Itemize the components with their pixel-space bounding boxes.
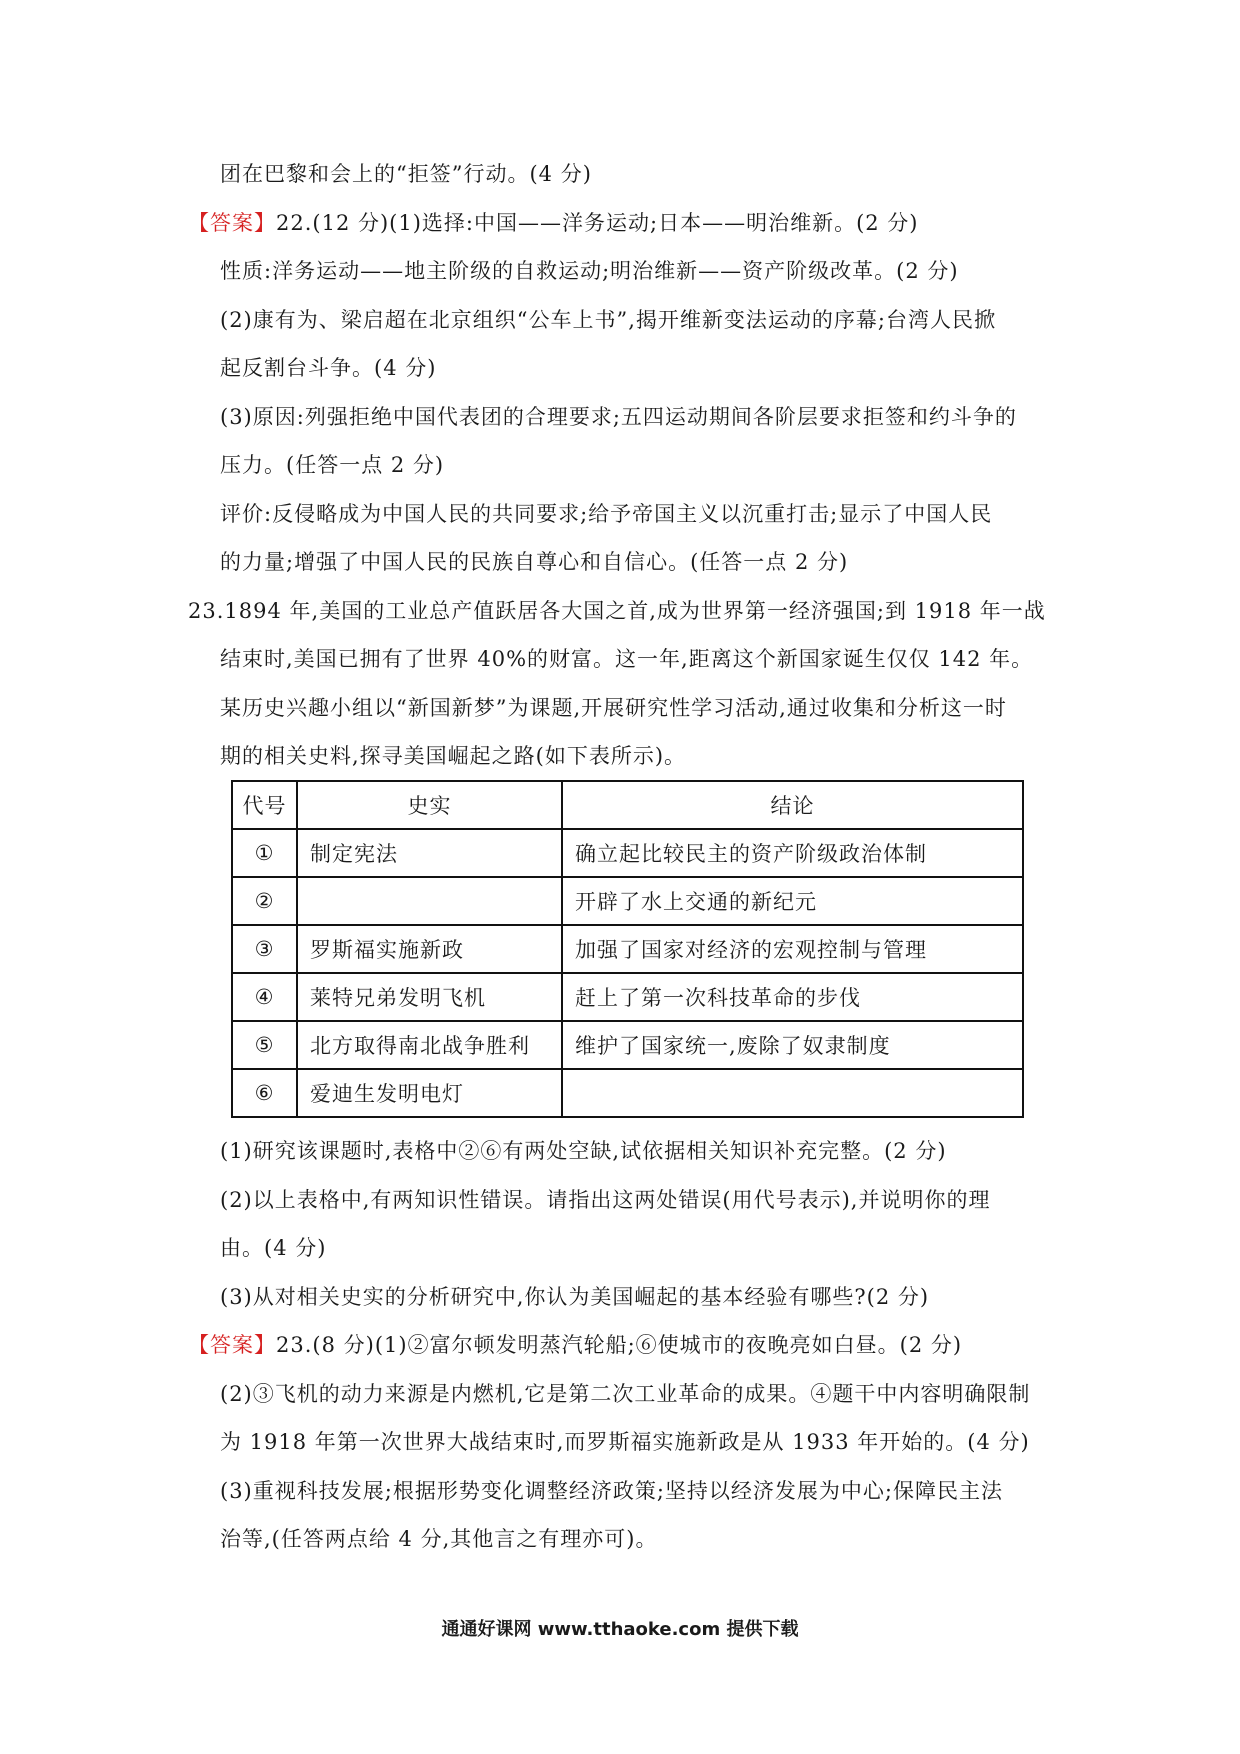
cell-code: ② [232,877,297,925]
table-row [232,829,1023,877]
answer-line: 【答案】23.(8 分)(1)②富尔顿发明蒸汽轮船;⑥使城市的夜晚亮如白昼。(2 分) [188,1333,963,1357]
text-line: 评价:反侵略成为中国人民的共同要求;给予帝国主义以沉重打击;显示了中国人民 [220,502,993,526]
cell-fact: 北方取得南北战争胜利 [297,1021,562,1069]
answer-line: 【答案】22.(12 分)(1)选择:中国——洋务运动;日本——明治维新。(2 分) [188,211,919,235]
question-line: 23.1894 年,美国的工业总产值跃居各大国之首,成为世界第一经济强国;到 1918 年一战 [188,599,1046,623]
cell-conclusion: 维护了国家统一,废除了奴隶制度 [562,1021,1023,1069]
text-line: 结束时,美国已拥有了世界 40%的财富。这一年,距离这个新国家诞生仅仅 142 年。 [220,647,1034,671]
text-line: 的力量;增强了中国人民的民族自尊心和自信心。(任答一点 2 分) [220,550,849,574]
text-line: (3)重视科技发展;根据形势变化调整经济政策;坚持以经济发展为中心;保障民主法 [220,1479,1003,1503]
text-line: 起反割台斗争。(4 分) [220,356,437,380]
page-footer: 通通好课网 www.tthaoke.com 提供下载 [441,1619,799,1640]
table-row [232,925,1023,973]
text-line: 由。(4 分) [220,1236,327,1260]
header-fact: 史实 [297,781,562,829]
text-line: (2)康有为、梁启超在北京组织“公车上书”,揭开维新变法运动的序幕;台湾人民掀 [220,308,996,332]
text-line: 治等,(任答两点给 4 分,其他言之有理亦可)。 [220,1527,658,1551]
text-line: (3)从对相关史实的分析研究中,你认为美国崛起的基本经验有哪些?(2 分) [220,1285,930,1309]
table-row [232,973,1023,1021]
cell-code: ⑤ [232,1021,297,1069]
cell-fact: 制定宪法 [297,829,562,877]
cell-conclusion: 开辟了水上交通的新纪元 [562,877,1023,925]
answer-tag: 【答案】 [188,1333,276,1357]
text-line: (2)③飞机的动力来源是内燃机,它是第二次工业革命的成果。④题干中内容明确限制 [220,1382,1031,1406]
cell-fact: 莱特兄弟发明飞机 [297,973,562,1021]
cell-code: ① [232,829,297,877]
history-facts-table [231,780,1024,1118]
answer-tag: 【答案】 [188,211,276,235]
text-line: 某历史兴趣小组以“新国新梦”为课题,开展研究性学习活动,通过收集和分析这一时 [220,696,1007,720]
text-line: 期的相关史料,探寻美国崛起之路(如下表所示)。 [220,744,687,768]
table-row [232,1021,1023,1069]
text-line: (3)原因:列强拒绝中国代表团的合理要求;五四运动期间各阶层要求拒签和约斗争的 [220,405,1017,429]
cell-conclusion: 确立起比较民主的资产阶级政治体制 [562,829,1023,877]
table-row [232,1069,1023,1117]
table-header-row [232,781,1023,829]
header-code: 代号 [232,781,297,829]
cell-conclusion [562,1069,1023,1117]
cell-fact: 爱迪生发明电灯 [297,1069,562,1117]
cell-fact [297,877,562,925]
text-line: 性质:洋务运动——地主阶级的自救运动;明治维新——资产阶级改革。(2 分) [220,259,959,283]
table-row [232,877,1023,925]
cell-code: ③ [232,925,297,973]
cell-code: ④ [232,973,297,1021]
cell-code: ⑥ [232,1069,297,1117]
cell-conclusion: 加强了国家对经济的宏观控制与管理 [562,925,1023,973]
text-line: (2)以上表格中,有两知识性错误。请指出这两处错误(用代号表示),并说明你的理 [220,1188,991,1212]
text-line: 压力。(任答一点 2 分) [220,453,445,477]
header-conclusion: 结论 [562,781,1023,829]
text-line: 团在巴黎和会上的“拒签”行动。(4 分) [220,162,592,186]
text-line: 为 1918 年第一次世界大战结束时,而罗斯福实施新政是从 1933 年开始的。(4 分) [220,1430,1030,1454]
cell-fact: 罗斯福实施新政 [297,925,562,973]
text-line: (1)研究该课题时,表格中②⑥有两处空缺,试依据相关知识补充完整。(2 分) [220,1139,947,1163]
cell-conclusion: 赶上了第一次科技革命的步伐 [562,973,1023,1021]
